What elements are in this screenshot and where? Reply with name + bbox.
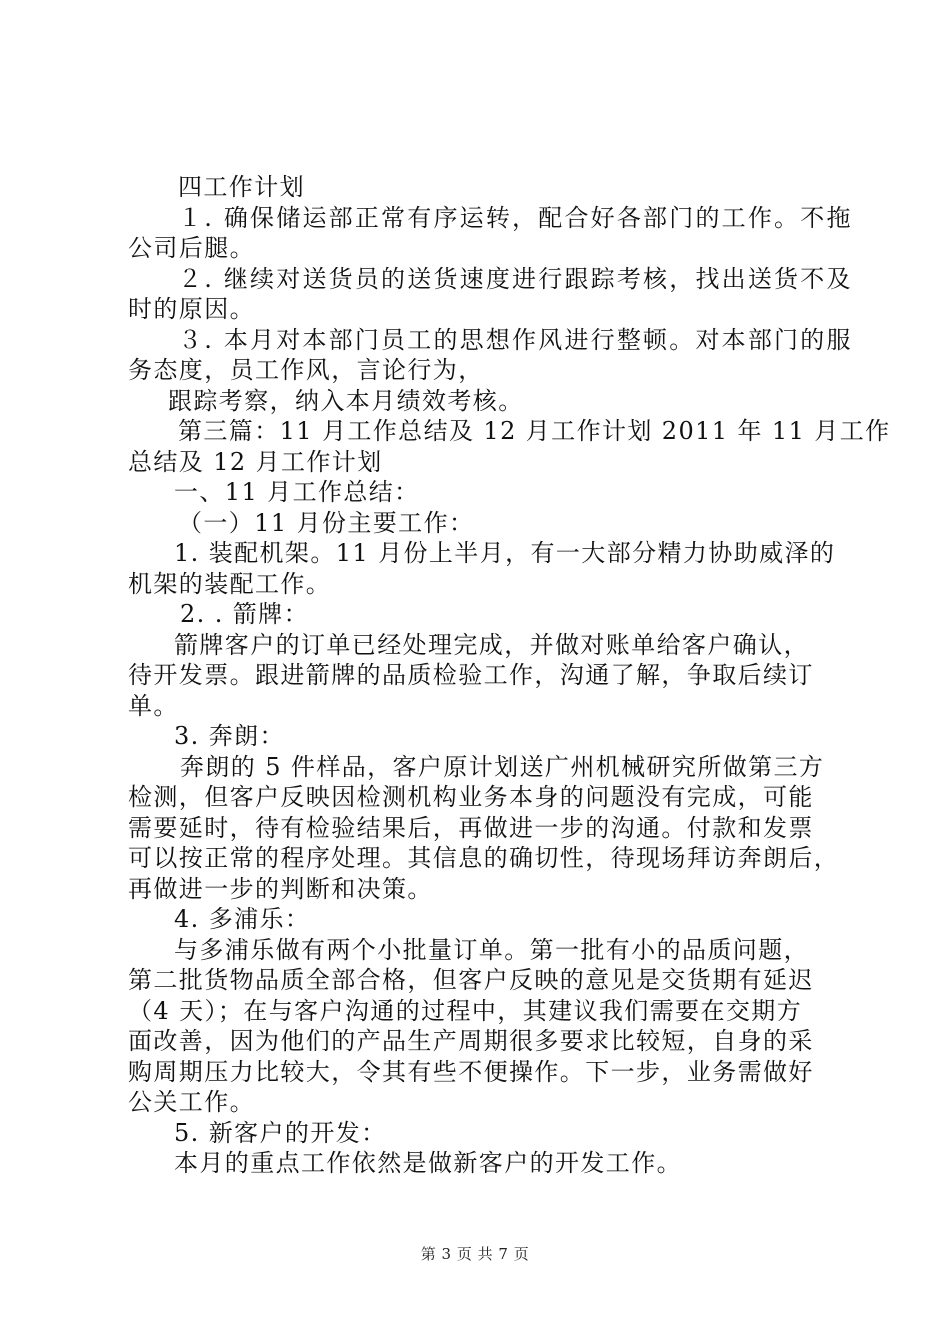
paragraph-line: 第二批货物品质全部合格，但客户反映的意见是交货期有延迟 bbox=[128, 966, 814, 994]
paragraph-line: 面改善，因为他们的产品生产周期很多要求比较短，自身的采 bbox=[128, 1027, 814, 1055]
paragraph-line: 与多浦乐做有两个小批量订单。第一批有小的品质问题， bbox=[174, 935, 809, 964]
paragraph-line: 本月的重点工作依然是做新客户的开发工作。 bbox=[174, 1149, 682, 1177]
article-title-line: 总结及 12 月工作计划 bbox=[128, 447, 383, 476]
paragraph-line: ３. 本月对本部门员工的思想作风进行整顿。对本部门的服 bbox=[178, 325, 853, 354]
article-title-line: 第三篇：11 月工作总结及 12 月工作计划 2011 年 11 月工作 bbox=[178, 417, 891, 445]
paragraph-line: 需要延时，待有检验结果后，再做进一步的沟通。付款和发票 bbox=[128, 813, 814, 842]
item-heading: 2. . 箭牌： bbox=[180, 600, 309, 628]
paragraph-line: １. 确保储运部正常有序运转，配合好各部门的工作。不拖 bbox=[178, 203, 853, 232]
paragraph-line: 机架的装配工作。 bbox=[128, 569, 332, 598]
paragraph-line: 时的原因。 bbox=[128, 295, 255, 323]
section-heading-work-plan: 四工作计划 bbox=[178, 173, 305, 201]
paragraph-line: 检测，但客户反映因检测机构业务本身的问题没有完成，可能 bbox=[128, 783, 814, 811]
paragraph-line: 箭牌客户的订单已经处理完成，并做对账单给客户确认， bbox=[174, 630, 809, 659]
paragraph-line: 1. 装配机架。11 月份上半月，有一大部分精力协助威泽的 bbox=[174, 539, 836, 567]
paragraph-line: 跟踪考察，纳入本月绩效考核。 bbox=[168, 386, 524, 415]
paragraph-line: 奔朗的 5 件样品，客户原计划送广州机械研究所做第三方 bbox=[180, 752, 825, 781]
paragraph-line: 公司后腿。 bbox=[128, 234, 255, 262]
section-heading: 一、11 月工作总结： bbox=[174, 478, 420, 506]
paragraph-line: 待开发票。跟进箭牌的品质检验工作，沟通了解，争取后续订 bbox=[128, 661, 814, 689]
document-body bbox=[128, 172, 891, 1179]
paragraph-line: ２. 继续对送货员的送货速度进行跟踪考核，找出送货不及 bbox=[178, 264, 853, 293]
paragraph-line: 务态度，员工作风，言论行为， bbox=[128, 356, 484, 384]
paragraph-line: 公关工作。 bbox=[128, 1088, 255, 1116]
item-heading: 3. 奔朗： bbox=[174, 722, 285, 750]
paragraph-line: 购周期压力比较大，令其有些不便操作。下一步，业务需做好 bbox=[128, 1057, 814, 1086]
paragraph-line: （4 天）；在与客户沟通的过程中，其建议我们需要在交期方 bbox=[128, 996, 803, 1025]
page-number-footer: 第 3 页 共 7 页 bbox=[420, 1245, 530, 1263]
subsection-heading: （一）11 月份主要工作： bbox=[178, 508, 475, 537]
item-heading: 5. 新客户的开发： bbox=[174, 1118, 387, 1147]
item-heading: 4. 多浦乐： bbox=[174, 905, 311, 933]
paragraph-line: 可以按正常的程序处理。其信息的确切性，待现场拜访奔朗后， bbox=[128, 844, 840, 872]
paragraph-line: 单。 bbox=[128, 691, 179, 720]
paragraph-line: 再做进一步的判断和决策。 bbox=[128, 874, 433, 903]
